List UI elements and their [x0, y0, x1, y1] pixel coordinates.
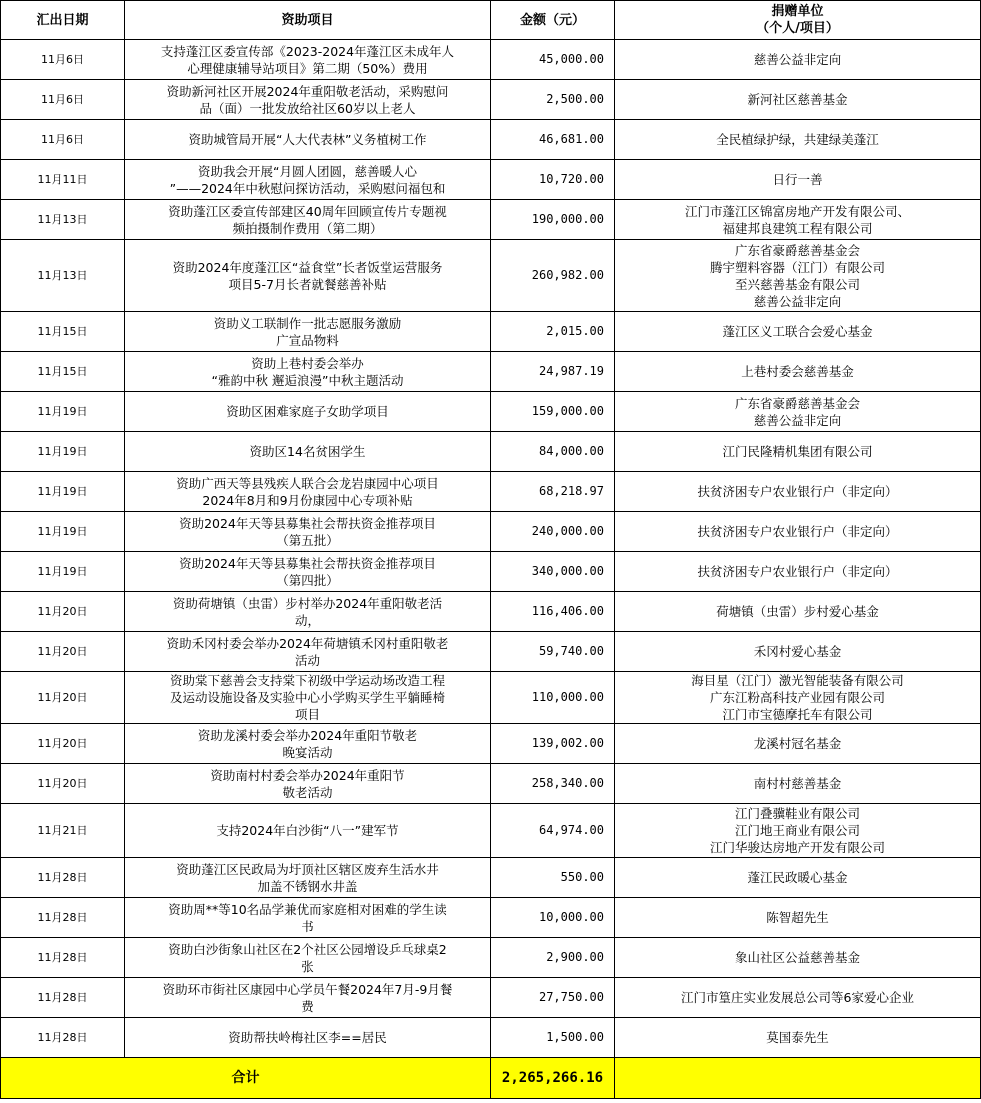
project-line: 资助蓬江区民政局为圩顶社区辖区废弃生活水井 — [176, 861, 439, 877]
total-label: 合计 — [1, 1058, 491, 1099]
table-row — [1, 764, 981, 804]
total-empty-cell — [615, 1058, 981, 1099]
donor-line: 江门地王商业有限公司 — [734, 823, 860, 838]
project-line: 资助禾冈村委会举办2024年荷塘镇禾冈村重阳敬老 — [166, 635, 449, 651]
donor-line: 江门市宝德摩托车有限公司 — [722, 707, 873, 722]
project-line: 资助义工联制作一批志愿服务激励 — [213, 315, 402, 331]
donor-line: 陈智超先生 — [766, 910, 829, 925]
amount-cell: 260,982.00 — [491, 240, 615, 312]
donor-line: 象山社区公益慈善基金 — [734, 950, 860, 965]
amount-cell: 2,900.00 — [491, 938, 615, 978]
amount-cell: 10,000.00 — [491, 898, 615, 938]
table-row — [1, 40, 981, 80]
donor-cell — [615, 352, 981, 392]
donor-line: 禾冈村爱心基金 — [753, 644, 842, 659]
donor-line: 江门民隆精机集团有限公司 — [722, 444, 873, 459]
donor-line: 新河社区慈善基金 — [747, 92, 848, 107]
amount-cell: 550.00 — [491, 858, 615, 898]
project-cell — [125, 432, 491, 472]
project-line: 心理健康辅导站项目》第二期（50%）费用 — [187, 60, 428, 76]
project-cell — [125, 40, 491, 80]
date-cell: 11月13日 — [1, 240, 125, 312]
donor-line: 蓬江区义工联合会爱心基金 — [722, 324, 873, 339]
project-cell — [125, 672, 491, 724]
amount-cell: 68,218.97 — [491, 472, 615, 512]
table-row — [1, 512, 981, 552]
date-cell: 11月20日 — [1, 672, 125, 724]
table-row — [1, 352, 981, 392]
donor-line: 上巷村委会慈善基金 — [741, 364, 854, 379]
donor-cell — [615, 898, 981, 938]
date-cell: 11月28日 — [1, 978, 125, 1018]
project-line: 资助帮扶岭梅社区李==居民 — [228, 1030, 387, 1045]
project-line: 活动 — [294, 652, 320, 668]
project-line: 资助我会开展“月圆人团圆，慈善暖人心 — [198, 163, 417, 179]
project-line: 敬老活动 — [282, 784, 333, 800]
donor-line: 荷塘镇（虫雷）步村爱心基金 — [716, 604, 879, 619]
project-cell — [125, 200, 491, 240]
project-cell — [125, 240, 491, 312]
donor-cell — [615, 120, 981, 160]
project-line: 资助棠下慈善会支持棠下初级中学运动场改造工程 — [169, 673, 445, 688]
date-cell: 11月20日 — [1, 724, 125, 764]
project-line: 资助白沙街象山社区在2个社区公园增设乒乓球桌2 — [168, 941, 447, 957]
project-line: 品（面）一批发放给社区60岁以上老人 — [199, 100, 416, 116]
header-date: 汇出日期 — [1, 1, 125, 40]
table-row — [1, 472, 981, 512]
table-row — [1, 120, 981, 160]
donor-line: 广东江粉高科技产业园有限公司 — [709, 690, 885, 705]
amount-cell: 240,000.00 — [491, 512, 615, 552]
donor-cell — [615, 432, 981, 472]
header-donor — [615, 1, 981, 40]
donor-line: 江门华骏达房地产开发有限公司 — [709, 840, 885, 855]
donor-cell — [615, 392, 981, 432]
project-line: 晚宴活动 — [282, 744, 333, 760]
project-cell — [125, 724, 491, 764]
project-cell — [125, 80, 491, 120]
donor-line: 福建邦良建筑工程有限公司 — [722, 220, 873, 236]
project-cell — [125, 804, 491, 858]
project-cell — [125, 1018, 491, 1058]
date-cell: 11月19日 — [1, 552, 125, 592]
project-line: 资助环市街社区康园中心学员午餐2024年7月-9月餐 — [162, 981, 453, 997]
project-cell — [125, 764, 491, 804]
table-row — [1, 858, 981, 898]
project-line: 资助周**等10名品学兼优而家庭相对困难的学生读 — [168, 901, 447, 917]
project-line: 动， — [294, 612, 320, 628]
donor-line: 扶贫济困专户农业银行户（非定向） — [697, 564, 898, 579]
project-line: 资助2024年天等县募集社会帮扶资金推荐项目 — [179, 555, 436, 571]
donor-line: 全民植绿护绿，共建绿美蓬江 — [716, 132, 879, 147]
donor-line: 慈善公益非定向 — [753, 293, 842, 309]
header-donor-line2: （个人/项目） — [756, 21, 839, 36]
table-row — [1, 240, 981, 312]
date-cell: 11月15日 — [1, 312, 125, 352]
table-row — [1, 312, 981, 352]
project-cell — [125, 120, 491, 160]
table-row — [1, 898, 981, 938]
donor-cell — [615, 978, 981, 1018]
table-row — [1, 724, 981, 764]
donor-cell — [615, 80, 981, 120]
project-cell — [125, 938, 491, 978]
date-cell: 11月19日 — [1, 392, 125, 432]
table-row — [1, 160, 981, 200]
amount-cell: 45,000.00 — [491, 40, 615, 80]
date-cell: 11月15日 — [1, 352, 125, 392]
project-line: 频拍摄制作费用（第二期） — [232, 220, 383, 236]
table-row — [1, 200, 981, 240]
project-line: 资助区困难家庭子女助学项目 — [226, 404, 389, 419]
donor-cell — [615, 552, 981, 592]
amount-cell: 59,740.00 — [491, 632, 615, 672]
project-cell — [125, 898, 491, 938]
project-line: 资助新河社区开展2024年重阳敬老活动，采购慰问 — [166, 83, 449, 99]
project-line: 资助南村村委会举办2024年重阳节 — [210, 767, 405, 783]
table-row — [1, 978, 981, 1018]
project-cell — [125, 512, 491, 552]
project-line: “雅韵中秋 邂逅浪漫”中秋主题活动 — [211, 372, 404, 388]
project-line: 加盖不锈钢水井盖 — [257, 878, 358, 894]
project-line: 资助2024年天等县募集社会帮扶资金推荐项目 — [179, 515, 436, 531]
project-line: 2024年8月和9月份康园中心专项补贴 — [202, 492, 413, 508]
date-cell: 11月28日 — [1, 898, 125, 938]
project-line: 资助上巷村委会举办 — [251, 355, 364, 371]
donor-cell — [615, 40, 981, 80]
project-cell — [125, 472, 491, 512]
amount-cell: 1,500.00 — [491, 1018, 615, 1058]
table-row — [1, 632, 981, 672]
header-donor-line1: 捐赠单位 — [771, 4, 824, 19]
project-cell — [125, 160, 491, 200]
donor-cell — [615, 724, 981, 764]
table-row — [1, 432, 981, 472]
project-line: 资助区14名贫困学生 — [249, 444, 366, 459]
header-project: 资助项目 — [125, 1, 491, 40]
date-cell: 11月28日 — [1, 1018, 125, 1058]
donor-cell — [615, 592, 981, 632]
donor-line: 广东省豪爵慈善基金会 — [734, 395, 860, 411]
project-line: （第五批） — [276, 532, 339, 548]
project-line: 费 — [301, 998, 314, 1014]
project-cell — [125, 552, 491, 592]
table-row — [1, 552, 981, 592]
amount-cell: 10,720.00 — [491, 160, 615, 200]
amount-cell: 159,000.00 — [491, 392, 615, 432]
donor-line: 扶贫济困专户农业银行户（非定向） — [697, 524, 898, 539]
amount-cell: 139,002.00 — [491, 724, 615, 764]
project-cell — [125, 632, 491, 672]
project-line: 支持蓬江区委宣传部《2023-2024年蓬江区未成年人 — [160, 43, 455, 59]
date-cell: 11月11日 — [1, 160, 125, 200]
date-cell: 11月20日 — [1, 632, 125, 672]
table-row — [1, 392, 981, 432]
donor-cell — [615, 672, 981, 724]
project-line: 广宣品物料 — [276, 332, 339, 348]
donor-cell — [615, 200, 981, 240]
project-cell — [125, 858, 491, 898]
table-row — [1, 672, 981, 724]
donor-cell — [615, 312, 981, 352]
donor-line: 至兴慈善基金有限公司 — [734, 276, 860, 292]
date-cell: 11月19日 — [1, 512, 125, 552]
date-cell: 11月21日 — [1, 804, 125, 858]
donor-cell — [615, 858, 981, 898]
amount-cell: 27,750.00 — [491, 978, 615, 1018]
table-row — [1, 1018, 981, 1058]
table-row — [1, 80, 981, 120]
date-cell: 11月19日 — [1, 472, 125, 512]
project-line: 及运动设施设备及实验中心小学购买学生平躺睡椅 — [169, 690, 445, 705]
donor-line: 江门叠骥鞋业有限公司 — [734, 806, 860, 821]
date-cell: 11月28日 — [1, 858, 125, 898]
table-row — [1, 592, 981, 632]
header-amount: 金额（元） — [491, 1, 615, 40]
project-cell — [125, 312, 491, 352]
project-line: ”——2024年中秋慰问探访活动，采购慰问福包和 — [169, 180, 446, 196]
donor-cell — [615, 632, 981, 672]
header-row — [1, 1, 981, 40]
donor-line: 龙溪村冠名基金 — [753, 736, 842, 751]
project-line: 项目 — [294, 707, 320, 722]
project-cell — [125, 978, 491, 1018]
donor-line: 海目星（江门）激光智能装备有限公司 — [691, 673, 904, 688]
amount-cell: 64,974.00 — [491, 804, 615, 858]
project-cell — [125, 392, 491, 432]
donor-cell — [615, 160, 981, 200]
donor-line: 广东省豪爵慈善基金会 — [734, 242, 860, 258]
project-cell — [125, 592, 491, 632]
date-cell: 11月6日 — [1, 80, 125, 120]
total-row — [1, 1058, 981, 1099]
donor-cell — [615, 240, 981, 312]
project-cell — [125, 352, 491, 392]
amount-cell: 258,340.00 — [491, 764, 615, 804]
donor-line: 莫国泰先生 — [766, 1030, 829, 1045]
total-amount: 2,265,266.16 — [491, 1058, 615, 1099]
amount-cell: 340,000.00 — [491, 552, 615, 592]
donor-cell — [615, 1018, 981, 1058]
donor-line: 南村村慈善基金 — [753, 776, 842, 791]
amount-cell: 24,987.19 — [491, 352, 615, 392]
project-line: 张 — [301, 958, 314, 974]
date-cell: 11月28日 — [1, 938, 125, 978]
donor-cell — [615, 512, 981, 552]
donor-line: 慈善公益非定向 — [753, 412, 842, 428]
date-cell: 11月20日 — [1, 764, 125, 804]
amount-cell: 46,681.00 — [491, 120, 615, 160]
date-cell: 11月20日 — [1, 592, 125, 632]
donor-line: 腾宇塑料容器（江门）有限公司 — [709, 259, 885, 275]
project-line: （第四批） — [276, 572, 339, 588]
project-line: 资助城管局开展“人大代表林”义务植树工作 — [188, 132, 427, 147]
donor-cell — [615, 472, 981, 512]
table-row — [1, 804, 981, 858]
donor-line: 日行一善 — [772, 172, 823, 187]
donor-line: 江门市篁庄实业发展总公司等6家爱心企业 — [681, 990, 914, 1005]
donor-line: 蓬江民政暖心基金 — [747, 870, 848, 885]
date-cell: 11月13日 — [1, 200, 125, 240]
project-line: 书 — [301, 918, 314, 934]
amount-cell: 84,000.00 — [491, 432, 615, 472]
project-line: 资助蓬江区委宣传部建区40周年回顾宣传片专题视 — [168, 203, 447, 219]
date-cell: 11月6日 — [1, 40, 125, 80]
project-line: 资助龙溪村委会举办2024年重阳节敬老 — [197, 727, 418, 743]
amount-cell: 110,000.00 — [491, 672, 615, 724]
donor-line: 江门市蓬江区锦富房地产开发有限公司、 — [684, 203, 910, 219]
amount-cell: 2,015.00 — [491, 312, 615, 352]
donor-line: 慈善公益非定向 — [753, 52, 842, 67]
amount-cell: 116,406.00 — [491, 592, 615, 632]
project-line: 资助荷塘镇（虫雷）步村举办2024年重阳敬老活 — [172, 595, 443, 611]
donor-cell — [615, 938, 981, 978]
amount-cell: 190,000.00 — [491, 200, 615, 240]
table-row — [1, 938, 981, 978]
project-line: 项目5-7月长者就餐慈善补贴 — [228, 276, 387, 292]
amount-cell: 2,500.00 — [491, 80, 615, 120]
donor-cell — [615, 804, 981, 858]
donor-line: 扶贫济困专户农业银行户（非定向） — [697, 484, 898, 499]
project-line: 资助2024年度蓬江区“益食堂”长者饭堂运营服务 — [172, 259, 443, 275]
donor-cell — [615, 764, 981, 804]
project-line: 支持2024年白沙街“八一”建军节 — [216, 823, 399, 838]
date-cell: 11月6日 — [1, 120, 125, 160]
project-line: 资助广西天等县残疾人联合会龙岩康园中心项目 — [176, 475, 439, 491]
date-cell: 11月19日 — [1, 432, 125, 472]
